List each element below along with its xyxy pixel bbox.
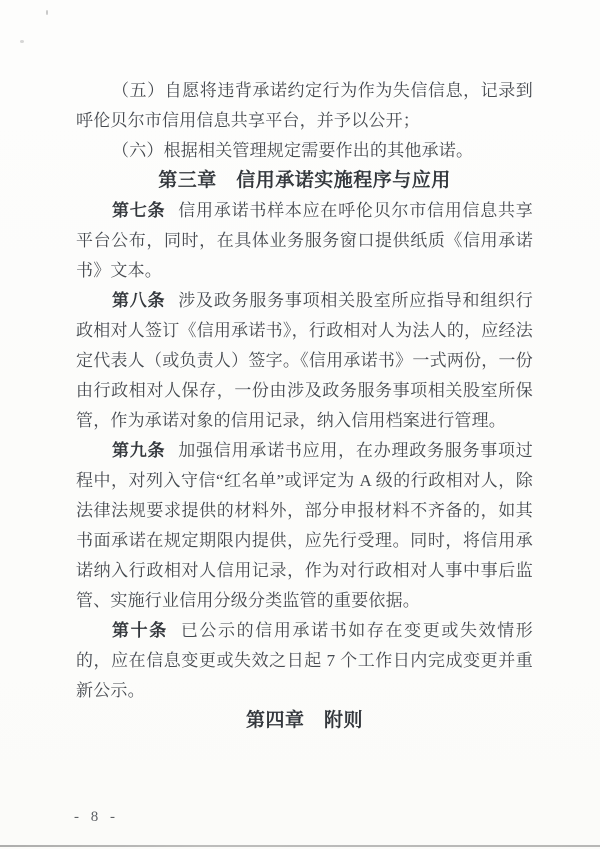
chapter-3-heading: 第三章 信用承诺实施程序与应用 xyxy=(158,170,451,191)
article-8-paragraph xyxy=(76,286,533,436)
scan-speck xyxy=(20,40,24,43)
article-10-paragraph xyxy=(76,616,533,706)
article-9-lead: 第九条 xyxy=(112,441,166,460)
paragraph-text: （六）根据相关管理规定需要作出的其他承诺。 xyxy=(112,141,474,160)
paragraph-text: （五）自愿将违背承诺约定行为作为失信信息，记录到呼伦贝尔市信用信息共享平台，并予以公开； xyxy=(76,81,533,130)
article-7-paragraph xyxy=(76,196,533,286)
paragraph-text: 涉及政务服务事项相关股室所应指导和组织行政相对人签订《信用承诺书》，行政相对人为法人的，应经法定代表人（或负责人）签字。《信用承诺书》一式两份，一份由行政相对人保存，一份由涉及政务服务事项相关股室所保管，作为承诺对象的信用记录，纳入信用档案进行管理。 xyxy=(76,291,533,430)
article-7-lead: 第七条 xyxy=(112,201,166,220)
document-body xyxy=(76,76,533,736)
paragraph-text: 加强信用承诺书应用，在办理政务服务事项过程中，对列入守信“红名单”或评定为 A 级的行政相对人，除法律法规要求提供的材料外，部分申报材料不齐备的，如其书面承诺在规定期限内提供，应先行受理。同时，将信用承诺纳入行政相对人信用记录，作为对行政相对人事中事后监管、实施行业信用分级分类监管的重要依据。 xyxy=(76,441,533,610)
chapter-4-heading: 第四章 附则 xyxy=(245,710,363,731)
article-10-lead: 第十条 xyxy=(112,621,168,640)
page-number: - 8 - xyxy=(74,809,119,825)
paragraph-text: 已公示的信用承诺书如存在变更或失效情形的，应在信息变更或失效之日起 7 个工作日内完成变更并重新公示。 xyxy=(76,621,533,700)
scan-edge-shadow xyxy=(0,845,600,847)
article-9-paragraph xyxy=(76,436,533,616)
paragraph-text: 信用承诺书样本应在呼伦贝尔市信用信息共享平台公布，同时，在具体业务服务窗口提供纸质《信用承诺书》文本。 xyxy=(76,201,533,280)
list-item-six xyxy=(76,136,533,166)
scan-speck xyxy=(46,10,48,15)
article-8-lead: 第八条 xyxy=(112,291,166,310)
list-item-five xyxy=(76,76,533,136)
